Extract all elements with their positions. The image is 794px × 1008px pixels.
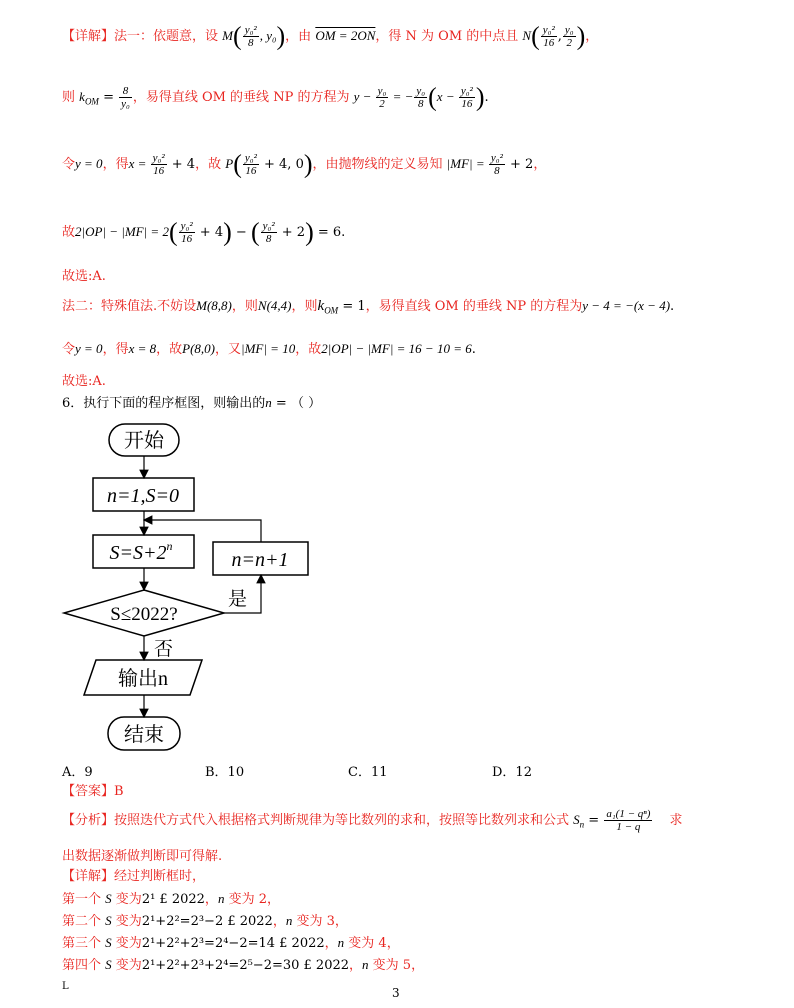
- math-var: N: [522, 28, 532, 43]
- math-var: M: [222, 28, 234, 43]
- step-text: S=S+2: [109, 542, 167, 564]
- text: ，故: [156, 342, 183, 357]
- math-text: x = 8: [128, 341, 157, 356]
- text: 经过判断框时，: [114, 869, 206, 884]
- text: 法二：特殊值法.不妨设: [62, 299, 197, 314]
- answer-value: B: [114, 784, 124, 799]
- numerator: y₀²: [244, 152, 257, 164]
- end-label: 结束: [124, 724, 164, 746]
- text: 法一：依题意，设: [114, 29, 219, 44]
- math-var: k: [317, 298, 325, 314]
- math-op: −: [231, 225, 251, 240]
- paren: ): [576, 21, 586, 51]
- text: ，: [533, 157, 547, 172]
- text: ，故: [295, 342, 322, 357]
- math-var: S: [105, 913, 112, 928]
- numerator: y₀: [564, 24, 574, 36]
- denominator: 16: [461, 98, 473, 110]
- page-number: 3: [392, 986, 400, 1000]
- math-text: 2¹+2²=2³−2 £ 2022: [141, 914, 273, 929]
- math-var: S: [573, 812, 580, 827]
- denominator: y₀: [121, 98, 130, 110]
- paren: ): [475, 82, 485, 112]
- detail-row-2: [62, 912, 348, 931]
- trailing-mark: L: [62, 981, 69, 992]
- paren: (: [233, 149, 242, 179]
- subscript: OM: [324, 305, 339, 316]
- subscript: n: [579, 819, 585, 830]
- text: .: [670, 299, 675, 314]
- text: ，得: [102, 342, 129, 357]
- start-label: 开始: [124, 430, 164, 452]
- detail-label: 【详解】: [62, 29, 115, 44]
- math-var: S: [105, 891, 112, 906]
- denominator: 8: [265, 233, 272, 245]
- text: 变为: [115, 914, 142, 929]
- condition-label: S≤2022?: [110, 604, 178, 625]
- text: 变为 5，: [372, 958, 425, 973]
- math-text: = 6.: [313, 225, 346, 240]
- analysis-label: 【分析】: [62, 813, 115, 828]
- math-op: =: [98, 90, 119, 105]
- numerator: y₀²: [542, 24, 555, 36]
- text: 令: [62, 342, 76, 357]
- math-var: n: [362, 957, 369, 972]
- math-op: = −: [389, 89, 414, 104]
- text: ，又: [215, 342, 242, 357]
- denominator: 2: [379, 98, 385, 110]
- math-text: + 2: [505, 157, 534, 172]
- detail-row-4: [62, 956, 424, 975]
- text: ，: [272, 914, 286, 929]
- denominator: 16: [543, 37, 555, 49]
- text: ，: [204, 892, 218, 907]
- detail-row-3: [62, 934, 400, 953]
- math-text: , y₀: [259, 28, 277, 43]
- math-var: S: [105, 935, 112, 950]
- text: 按照迭代方式代入根据格式判断规律为等比数列的求和，按照等比数列求和公式: [114, 813, 570, 828]
- math-var: P: [225, 156, 234, 171]
- text: 故: [62, 225, 76, 240]
- no-label: 否: [154, 639, 174, 660]
- numerator: y₀: [377, 85, 387, 97]
- paren: ): [276, 21, 286, 51]
- text: ，则: [231, 299, 258, 314]
- math-var: n: [337, 935, 345, 950]
- text: ，: [585, 29, 599, 44]
- option-a: A．9: [62, 765, 93, 780]
- yes-label: 是: [228, 589, 248, 610]
- math-text: x −: [436, 89, 458, 104]
- fraction: [604, 808, 652, 833]
- math-text: 2|OP| − |MF| = 2: [75, 224, 169, 239]
- analysis-line-2: 出数据逐渐做判断即可得解.: [62, 849, 223, 864]
- math-text: |MF| =: [446, 156, 488, 171]
- numerator: y₀²: [244, 24, 257, 36]
- paren: ): [223, 217, 232, 247]
- math-var: n: [285, 913, 293, 928]
- math-var: S: [105, 957, 112, 972]
- math-text: 2¹ £ 2022: [141, 892, 205, 907]
- math-text: + 2: [277, 225, 306, 240]
- paren: (: [250, 217, 260, 247]
- init-label: n=1,S=0: [107, 485, 179, 507]
- text: 则: [62, 90, 76, 105]
- choose-line-1: 故选:A.: [62, 269, 106, 284]
- option-d: D．12: [492, 765, 532, 780]
- math-text: y −: [353, 89, 375, 104]
- text: ，: [349, 958, 363, 973]
- answer-line: [62, 783, 124, 801]
- numerator: a₁(1 − qⁿ): [606, 808, 651, 820]
- text: 6．执行下面的程序框图，则输出的: [62, 396, 266, 411]
- paren: (: [428, 82, 437, 112]
- text: 变为: [115, 892, 142, 907]
- option-b: B．10: [205, 765, 245, 780]
- subscript: OM: [84, 96, 99, 107]
- text: 求: [669, 813, 683, 828]
- text: 第三个: [62, 936, 102, 951]
- math-op: =: [584, 813, 604, 828]
- math-text: y − 4 = −(x − 4): [582, 298, 671, 313]
- math-text: + 4: [195, 225, 224, 240]
- text: ，得: [102, 157, 129, 172]
- output-label: 输出n: [118, 668, 168, 690]
- paren: (: [531, 21, 540, 51]
- text: 第四个: [62, 958, 102, 973]
- math-text: 2|OP| − |MF| = 16 − 10 = 6: [321, 341, 472, 356]
- math-text: P(8,0): [182, 341, 215, 356]
- math-var: n: [265, 395, 272, 410]
- text: .: [484, 90, 489, 105]
- paren: ): [305, 217, 314, 247]
- denominator: 16: [153, 165, 165, 177]
- incr-label: n=n+1: [231, 549, 289, 571]
- answer-label: 【答案】: [62, 784, 115, 799]
- denominator: 16: [245, 165, 257, 177]
- math-text: + 4: [167, 157, 196, 172]
- math-text: y = 0: [75, 341, 103, 356]
- text: ，由: [285, 29, 312, 44]
- numerator: 8: [119, 85, 132, 98]
- denominator: 8: [418, 98, 424, 110]
- text: ，: [324, 936, 338, 951]
- option-c: C．11: [348, 765, 388, 780]
- numerator: y₀²: [490, 152, 503, 164]
- text: 变为: [115, 958, 142, 973]
- loop-return-line: [144, 520, 261, 542]
- choose-line-2: 故选:A.: [62, 374, 106, 389]
- paren: (: [168, 217, 178, 247]
- text: .: [471, 342, 476, 357]
- text: 第二个: [62, 914, 102, 929]
- math-text: + 4, 0: [259, 157, 304, 172]
- numerator: y₀²: [152, 152, 165, 164]
- solution-line-1: 【详解】法一：依题意，设 M( $\frac{\text{y₀²}}{8}$ , y₀)，由 OM = 2ON，得 N 为 OM 的中点且 N( $\frac{\text{y₀²}}{16}$ , $\frac{\text{y₀}}{2}$ )，: [62, 21, 599, 51]
- text: 第一个: [62, 892, 102, 907]
- detail-label: 【详解】: [62, 869, 115, 884]
- math-text: y = 0: [75, 156, 103, 171]
- detail-row-1: [62, 890, 280, 909]
- denominator: 2: [566, 37, 573, 49]
- paren: (: [233, 21, 242, 51]
- text: 变为 2，: [228, 892, 280, 907]
- math-var: k: [79, 89, 85, 104]
- denominator: 8: [247, 37, 254, 49]
- math-text: 2¹+2²+2³+2⁴=2⁵−2=30 £ 2022: [141, 958, 350, 973]
- math-var: n: [217, 891, 225, 906]
- text: ，由抛物线的定义易知: [312, 157, 443, 172]
- numerator: y₀²: [180, 220, 193, 232]
- denominator: 1 − q: [616, 821, 641, 833]
- text: ，易得直线 OM 的垂线 NP 的方程为: [132, 90, 350, 105]
- math-text: |MF| = 10: [241, 341, 296, 356]
- analysis-line-1: [62, 808, 683, 842]
- detail-intro: [62, 868, 205, 886]
- numerator: y₀: [416, 85, 426, 97]
- text: 变为: [115, 936, 142, 951]
- numerator: y₀²: [262, 220, 275, 232]
- step-label: [110, 539, 173, 564]
- math-text: = 1: [338, 299, 366, 314]
- text: ，则: [291, 299, 318, 314]
- paren: ): [303, 149, 313, 179]
- denominator: 8: [494, 165, 500, 177]
- text: 变为 4，: [348, 936, 400, 951]
- text: ，得 N 为 OM 的中点且: [375, 29, 519, 44]
- text: = （ ）: [271, 396, 322, 411]
- vector-eq: OM = 2ON: [315, 28, 376, 43]
- denominator: 16: [181, 233, 193, 245]
- text: ，故: [195, 157, 222, 172]
- math-text: M(8,8): [196, 298, 232, 313]
- text: 变为 3，: [296, 914, 348, 929]
- step-sup: n: [166, 539, 173, 553]
- numerator: y₀²: [460, 85, 473, 97]
- math-text: N(4,4): [257, 298, 292, 313]
- math-text: x =: [128, 156, 150, 171]
- math-text: 2¹+2²+2³=2⁴−2=14 £ 2022: [141, 936, 325, 951]
- text: 令: [62, 157, 76, 172]
- text: ，易得直线 OM 的垂线 NP 的方程为: [365, 299, 583, 314]
